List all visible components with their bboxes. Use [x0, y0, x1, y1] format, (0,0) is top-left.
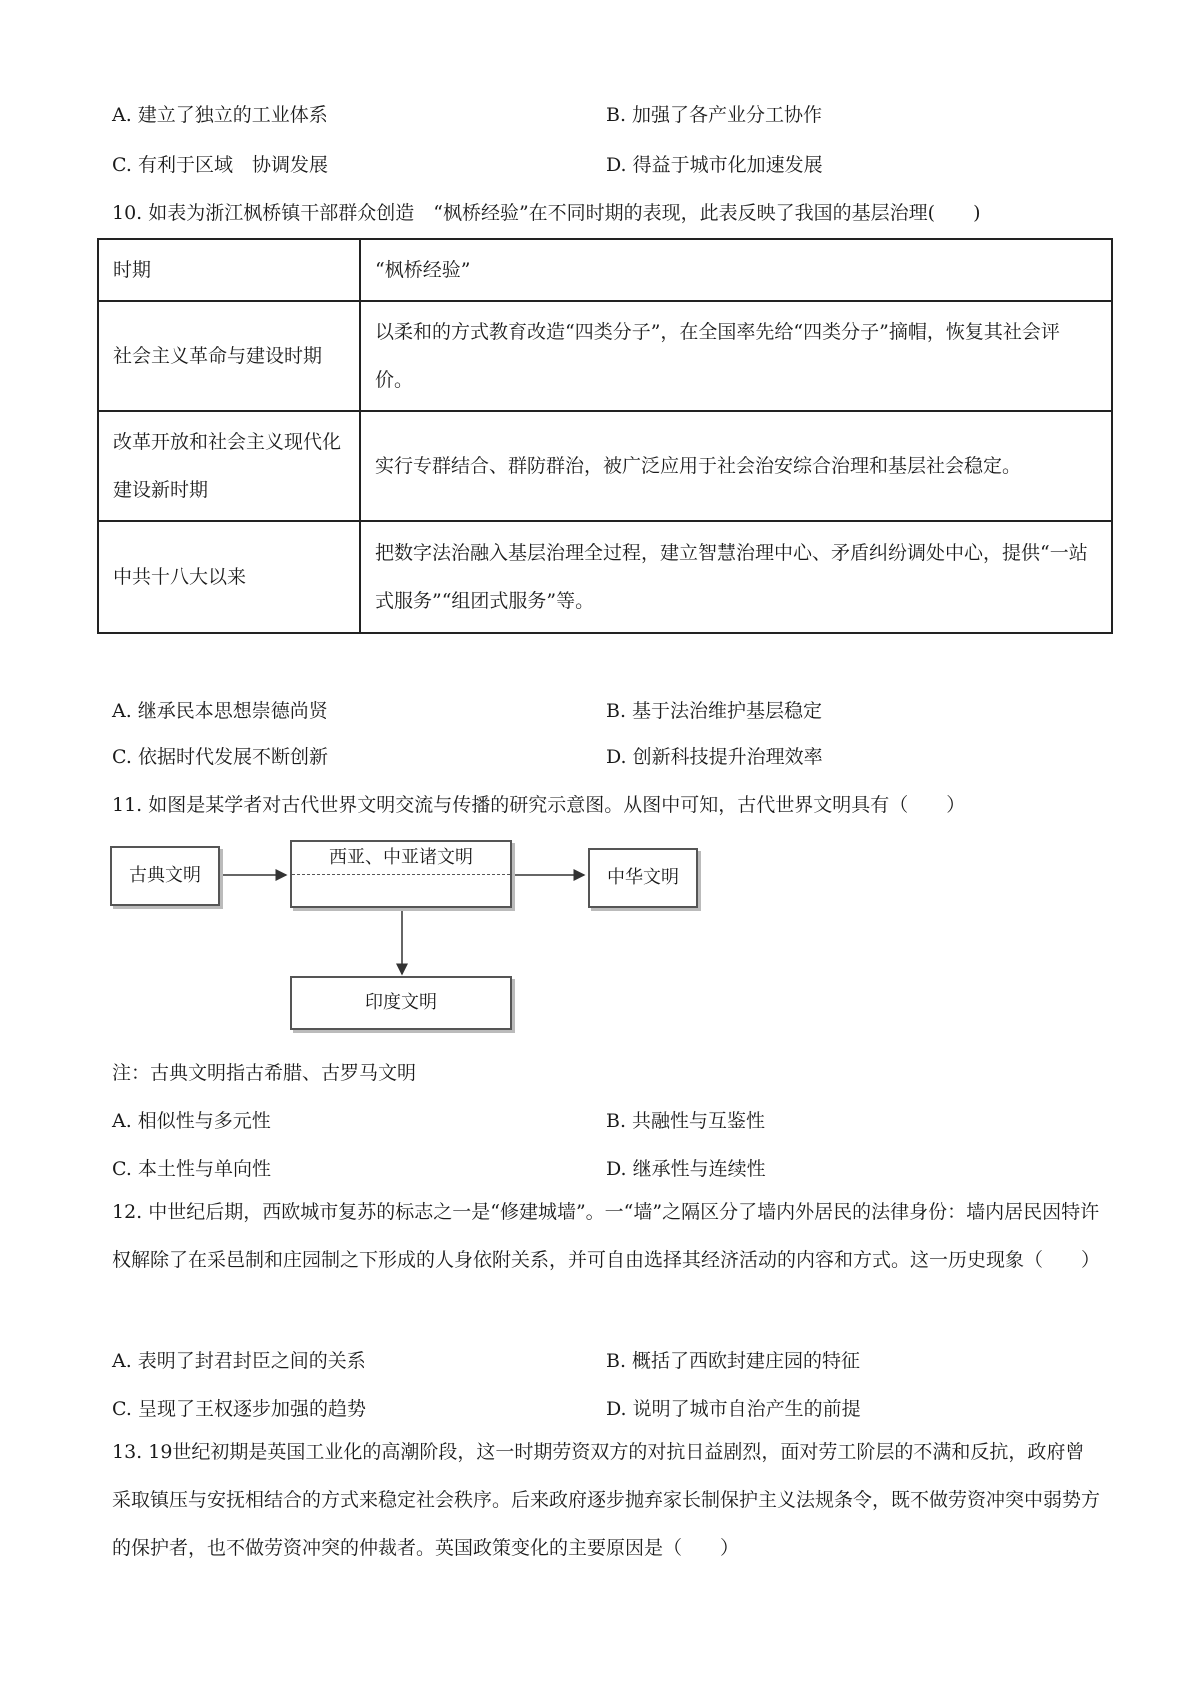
q9-option-a: A. 建立了独立的工业体系 — [112, 104, 328, 126]
table-header-row — [98, 239, 1112, 301]
q11-option-a: A. 相似性与多元性 — [112, 1110, 271, 1132]
q10-stem: 10. 如表为浙江枫桥镇干部群众创造 “枫桥经验”在不同时期的表现，此表反映了我国的基层治理( ) — [112, 202, 981, 224]
q12-stem: 12. 中世纪后期，西欧城市复苏的标志之一是“修建城墙”。一“墙”之隔区分了墙内外居民的法律身份：墙内居民因特许权解除了在采邑制和庄园制之下形成的人身依附关系，并可自由选择其经济活动的内容和方式。这一历史现象（ ） — [112, 1201, 1101, 1271]
q13-stem: 13. 19世纪初期是英国工业化的高潮阶段，这一时期劳资双方的对抗日益剧烈，面对劳工阶层的不满和反抗，政府曾采取镇压与安抚相结合的方式来稳定社会秩序。后来政府逐步抛弃家长制保护主义法规条令，既不做劳资冲突中弱势方的保护者，也不做劳资冲突的仲裁者。英国政策变化的主要原因是（ ） — [112, 1441, 1101, 1559]
west-central-asia-box — [290, 840, 512, 908]
indian-civilization-box: 印度文明 — [290, 976, 512, 1030]
civilization-diagram — [100, 828, 720, 1034]
q10-option-b: B. 基于法治维护基层稳定 — [606, 700, 823, 722]
fengqiao-table — [97, 238, 1113, 634]
q9-option-c: C. 有利于区域 协调发展 — [112, 154, 328, 176]
table-cell-content: 把数字法治融入基层治理全过程，建立智慧治理中心、矛盾纠纷调处中心，提供“一站式服务”“组团式服务”等。 — [360, 521, 1112, 633]
q11-stem: 11. 如图是某学者对古代世界文明交流与传播的研究示意图。从图中可知，古代世界文明具有（ ） — [112, 794, 966, 816]
table-cell-period: 社会主义革命与建设时期 — [98, 301, 360, 411]
q12-option-b: B. 概括了西欧封建庄园的特征 — [606, 1350, 861, 1372]
west-central-asia-label: 西亚、中亚诸文明 — [292, 842, 510, 875]
table-header-experience: “枫桥经验” — [360, 239, 1112, 301]
table-cell-content: 以柔和的方式教育改造“四类分子”，在全国率先给“四类分子”摘帽，恢复其社会评价。 — [360, 301, 1112, 411]
table-cell-period: 改革开放和社会主义现代化建设新时期 — [98, 411, 360, 521]
table-cell-period: 中共十八大以来 — [98, 521, 360, 633]
table-cell-content: 实行专群结合、群防群治，被广泛应用于社会治安综合治理和基层社会稳定。 — [360, 411, 1112, 521]
q10-option-a: A. 继承民本思想崇德尚贤 — [112, 700, 328, 722]
q9-option-d: D. 得益于城市化加速发展 — [606, 154, 823, 176]
q12-option-d: D. 说明了城市自治产生的前提 — [606, 1398, 861, 1420]
table-row — [98, 411, 1112, 521]
classical-civilization-box: 古典文明 — [110, 846, 220, 906]
q10-option-d: D. 创新科技提升治理效率 — [606, 746, 823, 768]
table-header-period: 时期 — [98, 239, 360, 301]
chinese-civilization-box: 中华文明 — [588, 848, 698, 908]
q11-option-d: D. 继承性与连续性 — [606, 1158, 766, 1180]
q9-option-b: B. 加强了各产业分工协作 — [606, 104, 823, 126]
q12-option-c: C. 呈现了王权逐步加强的趋势 — [112, 1398, 366, 1420]
q12-option-a: A. 表明了封君封臣之间的关系 — [112, 1350, 366, 1372]
table-row — [98, 301, 1112, 411]
q11-note: 注：古典文明指古希腊、古罗马文明 — [112, 1062, 417, 1084]
table-row — [98, 521, 1112, 633]
q10-option-c: C. 依据时代发展不断创新 — [112, 746, 328, 768]
q11-option-b: B. 共融性与互鉴性 — [606, 1110, 766, 1132]
q11-option-c: C. 本土性与单向性 — [112, 1158, 271, 1180]
